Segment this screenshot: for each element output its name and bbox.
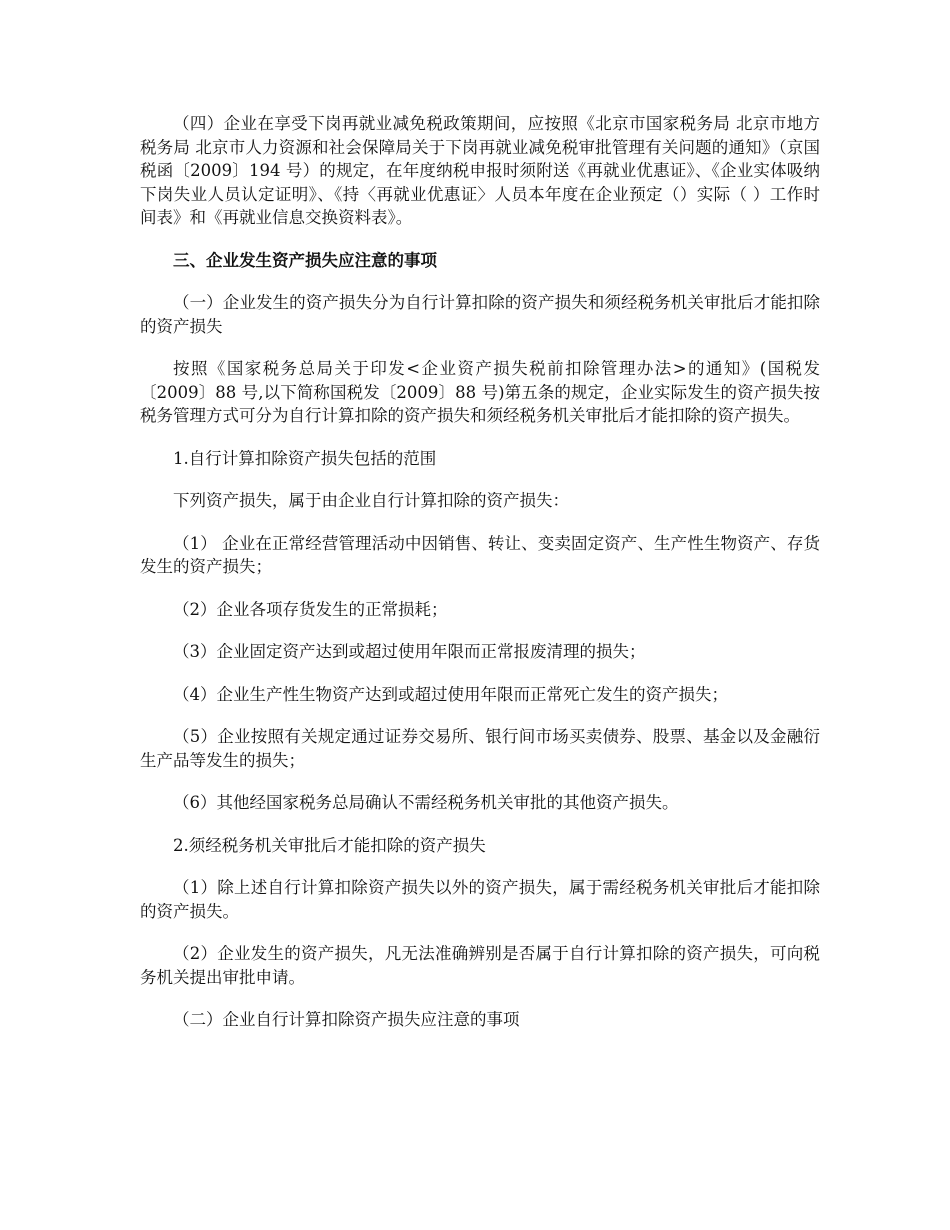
subheading-self-calculated-notes: （二）企业自行计算扣除资产损失应注意的事项 [173, 1010, 520, 1029]
list-item-5: （5）企业按照有关规定通过证券交易所、银行间市场买卖债券、股票、基金以及金融衍生产品等发生的损失； [140, 727, 820, 770]
approval-item-1: （1）除上述自行计算扣除资产损失以外的资产损失，属于需经税务机关审批后才能扣除的资产损失。 [140, 878, 820, 921]
section-heading-asset-loss: 三、企业发生资产损失应注意的事项 [173, 250, 437, 270]
document-body [140, 112, 820, 1051]
list-item-1: （1） 企业在正常经营管理活动中因销售、转让、变卖固定资产、生产性生物资产、存货发生的资产损失； [140, 533, 820, 576]
list-item-3: （3）企业固定资产达到或超过使用年限而正常报废清理的损失； [173, 642, 646, 661]
paragraph-intro-list: 下列资产损失，属于由企业自行计算扣除的资产损失： [173, 491, 569, 510]
subheading-classification: （一）企业发生的资产损失分为自行计算扣除的资产损失和须经税务机关审批后才能扣除的资产损失 [140, 293, 820, 336]
subheading-self-calculated-scope: 1.自行计算扣除资产损失包括的范围 [173, 448, 437, 468]
approval-item-2: （2）企业发生的资产损失，凡无法准确辨别是否属于自行计算扣除的资产损失，可向税务机关提出审批申请。 [140, 944, 820, 987]
paragraph-regulation-reference: 按照《国家税务总局关于印发<企业资产损失税前扣除管理办法>的通知》(国税发〔2009〕88 号,以下简称国税发〔2009〕88 号)第五条的规定，企业实际发生的资产损失按税务管理方式可分为自行计算扣除的资产损失和须经税务机关审批后才能扣除的资产损失。 [140, 359, 820, 425]
list-item-6: （6）其他经国家税务总局确认不需经税务机关审批的其他资产损失。 [173, 793, 679, 812]
list-item-2: （2）企业各项存货发生的正常损耗； [173, 599, 448, 619]
paragraph-section-4: （四）企业在享受下岗再就业减免税政策期间，应按照《北京市国家税务局 北京市地方税务局 北京市人力资源和社会保障局关于下岗再就业减免税审批管理有关问题的通知》（京国税函〔2009〕194 号）的规定，在年度纳税申报时须附送《再就业优惠证》、《企业实体吸纳下岗失业人员认定证明》、《持〈再就业优惠证〉人员本年度在企业预定（）实际（ ）工作时间表》和《再就业信息交换资料表》。 [140, 114, 820, 227]
subheading-approval-required: 2.须经税务机关审批后才能扣除的资产损失 [173, 835, 486, 855]
list-item-4: （4）企业生产性生物资产达到或超过使用年限而正常死亡发生的资产损失； [173, 684, 728, 704]
